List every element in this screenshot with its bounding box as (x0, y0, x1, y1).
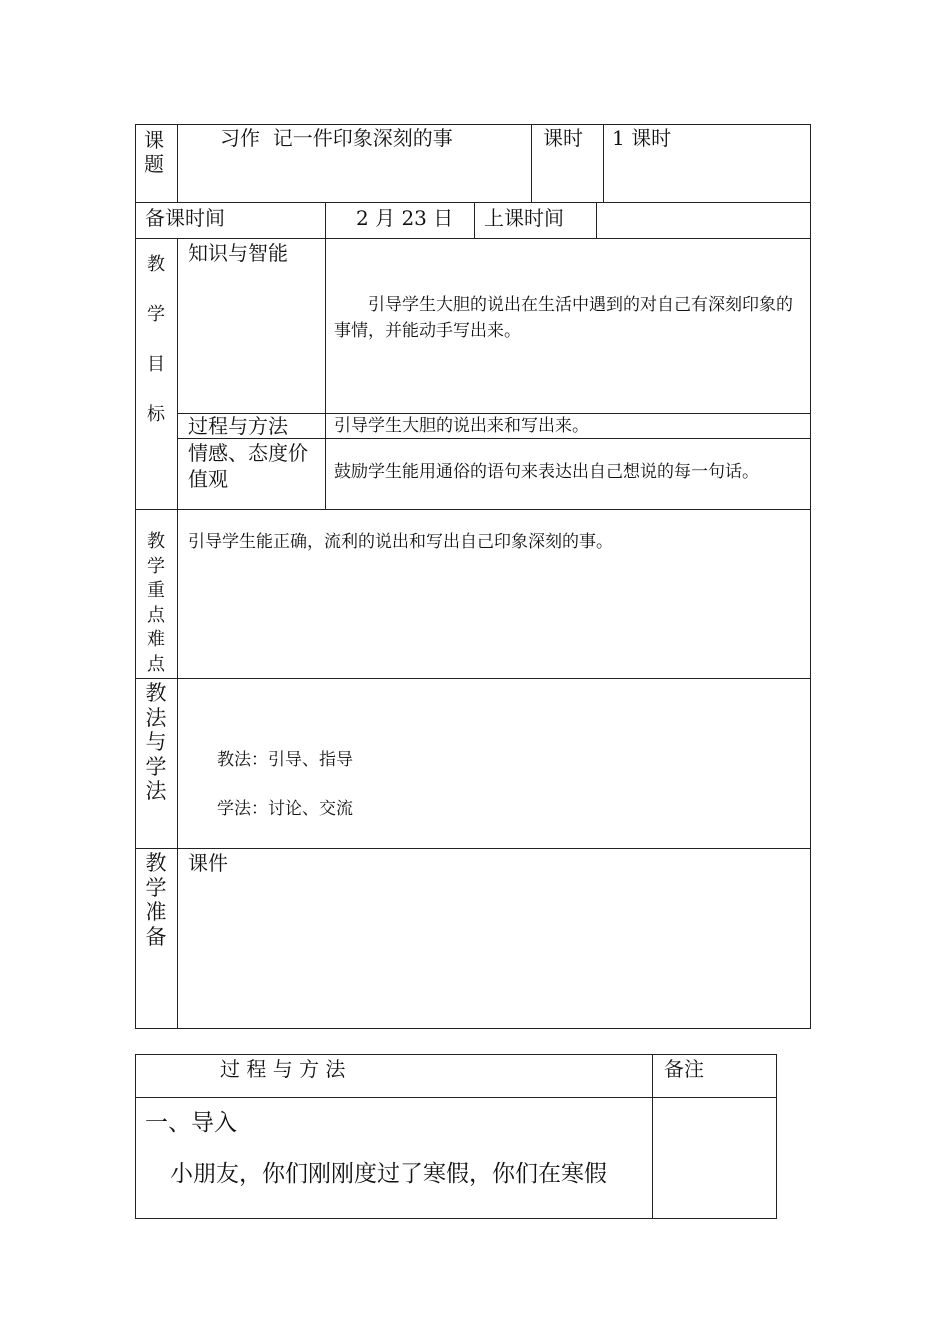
notes-header: 备注 (664, 1057, 704, 1081)
prep-time-label: 备课时间 (145, 206, 225, 230)
goal-knowledge-text: 引导学生大胆的说出在生活中遇到的对自己有深刻印象的事情，并能动手写出来。 (334, 295, 793, 341)
class-time-label: 上课时间 (484, 206, 564, 230)
prep-label-text: 教学准备 (145, 851, 167, 949)
goal-process-text: 引导学生大胆的说出来和写出来。 (334, 416, 589, 436)
learning-method: 学法：讨论、交流 (217, 799, 353, 819)
keypoints-label-text: 教学重点难点 (147, 531, 165, 675)
prep-label (136, 851, 176, 949)
teaching-method: 教法：引导、指导 (217, 750, 353, 770)
keypoints-text: 引导学生能正确，流利的说出和写出自己印象深刻的事。 (188, 532, 613, 552)
methods-label (136, 681, 176, 804)
hours-value: 1 课时 (612, 126, 672, 150)
methods-label-text: 教法与学法 (145, 681, 167, 803)
goal-process-label: 过程与方法 (188, 414, 288, 438)
prep-text: 课件 (188, 851, 228, 875)
goals-label-text: 教学目标 (147, 254, 165, 425)
topic-label (144, 128, 168, 176)
keypoints-label (136, 530, 176, 677)
topic-title: 习作 记一件印象深刻的事 (220, 126, 453, 150)
goal-knowledge-label: 知识与智能 (188, 241, 288, 265)
topic-label-text: 课题 (144, 128, 164, 176)
intro-text: 小朋友，你们刚刚度过了寒假，你们在寒假 (170, 1161, 607, 1187)
process-header: 过 程 与 方 法 (220, 1057, 346, 1081)
prep-date: 2 月 23 日 (356, 206, 454, 230)
hours-label: 课时 (543, 126, 583, 150)
goals-label (136, 240, 176, 440)
section-title: 一、导入 (145, 1110, 237, 1136)
goal-emotion-text: 鼓励学生能用通俗的语句来表达出自己想说的每一句话。 (334, 462, 759, 482)
goal-emotion-label: 情感、态度价值观 (188, 441, 308, 491)
